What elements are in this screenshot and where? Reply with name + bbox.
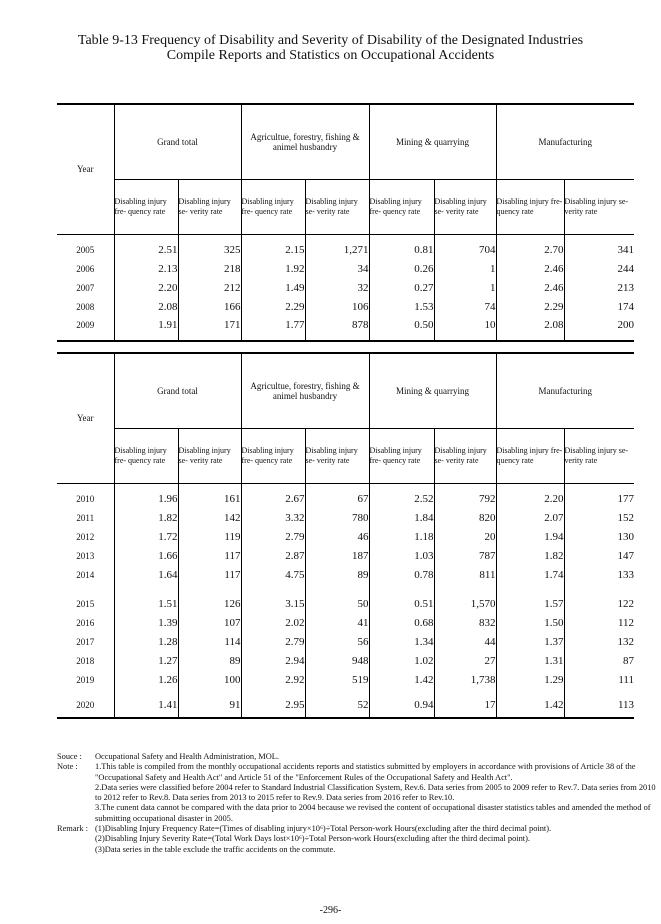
year-cell: 2014 [76, 569, 95, 580]
value-cell: 1.84 [369, 508, 434, 527]
value-cell: 1.92 [241, 259, 305, 278]
value-cell: 89 [305, 565, 369, 584]
year-cell: 2018 [76, 655, 95, 666]
value-cell: 0.68 [369, 613, 434, 632]
year-cell: 2020 [76, 700, 95, 710]
remark-2: (2)Disabling Injury Severity Rate=(Total Work Days lost×10⁶)÷Total Person-work Hours(excluding after the third decimal point). [95, 834, 531, 844]
sub-header-sev: Disabling injury se- verity rate [305, 428, 369, 483]
value-cell: 87 [564, 651, 634, 670]
sub-header-freq: Disabling injury fre- quency rate [369, 179, 434, 234]
value-cell: 1.94 [496, 527, 564, 546]
value-cell: 1.96 [114, 483, 178, 508]
value-cell: 41 [305, 613, 369, 632]
value-cell: 1,738 [434, 670, 496, 689]
table-header [57, 353, 634, 483]
value-cell: 2.79 [241, 632, 305, 651]
year-cell: 2013 [76, 550, 95, 561]
value-cell: 20 [434, 527, 496, 546]
value-cell: 1,271 [305, 234, 369, 259]
value-cell: 74 [434, 297, 496, 316]
table-body [57, 234, 634, 341]
group-header-agriculture: Agricultue, forestry, fishing & animel husbandry [241, 104, 369, 179]
value-cell: 4.75 [241, 565, 305, 584]
value-cell: 948 [305, 651, 369, 670]
value-cell: 1.77 [241, 316, 305, 341]
value-cell: 0.51 [369, 584, 434, 613]
sub-header-sev: Disabling injury se- verity rate [564, 179, 634, 234]
value-cell: 0.94 [369, 689, 434, 718]
value-cell: 1.28 [114, 632, 178, 651]
table-row [57, 483, 634, 508]
sub-header-freq: Disabling injury fre- quency rate [114, 179, 178, 234]
year-cell: 2016 [76, 617, 95, 628]
group-header-agriculture: Agricultue, forestry, fishing & animel husbandry [241, 353, 369, 428]
value-cell: 244 [564, 259, 634, 278]
value-cell: 2.46 [496, 278, 564, 297]
value-cell: 0.78 [369, 565, 434, 584]
table-row [57, 670, 634, 689]
value-cell: 2.29 [241, 297, 305, 316]
value-cell: 811 [434, 565, 496, 584]
page-number: -296- [319, 905, 342, 916]
value-cell: 2.94 [241, 651, 305, 670]
source-label: Souce : [57, 752, 82, 761]
table-row [57, 316, 634, 341]
table-header [57, 104, 634, 234]
note-3: 3.The cunent data cannot be compared with the data prior to 2004 because we revised the content of occupational disaster statistics tables and amended the method of submitting occupational disaster in 2005. [95, 803, 651, 823]
notes-section [57, 752, 657, 855]
value-cell: 0.50 [369, 316, 434, 341]
value-cell: 187 [305, 546, 369, 565]
table-row [57, 508, 634, 527]
group-header-mining: Mining & quarrying [369, 353, 496, 428]
value-cell: 89 [178, 651, 241, 670]
sub-header-sev: Disabling injury se- verity rate [434, 179, 496, 234]
value-cell: 1.49 [241, 278, 305, 297]
group-header-mining: Mining & quarrying [369, 104, 496, 179]
value-cell: 2.70 [496, 234, 564, 259]
value-cell: 1.82 [114, 508, 178, 527]
value-cell: 1.34 [369, 632, 434, 651]
year-cell: 2006 [76, 263, 95, 274]
value-cell: 2.13 [114, 259, 178, 278]
value-cell: 1.42 [369, 670, 434, 689]
table-row [57, 297, 634, 316]
value-cell: 113 [564, 689, 634, 718]
value-cell: 1.26 [114, 670, 178, 689]
title-line-2: Compile Reports and Statistics on Occupational Accidents [166, 48, 495, 63]
value-cell: 117 [178, 565, 241, 584]
value-cell: 1.39 [114, 613, 178, 632]
value-cell: 1.50 [496, 613, 564, 632]
value-cell: 2.15 [241, 234, 305, 259]
value-cell: 519 [305, 670, 369, 689]
value-cell: 142 [178, 508, 241, 527]
table-row [57, 259, 634, 278]
remark-label: Remark : [57, 824, 88, 834]
year-cell: 2015 [76, 598, 95, 609]
sub-header-freq: Disabling injury fre- quency rate [241, 428, 305, 483]
remark-1: (1)Disabling Injury Frequency Rate=(Times of disabling injury×10⁶)÷Total Person-work Hours(excluding after the third decimal point). [95, 824, 552, 834]
table-row [57, 584, 634, 613]
sub-header-freq: Disabling injury fre- quency rate [369, 428, 434, 483]
value-cell: 34 [305, 259, 369, 278]
sub-header-sev: Disabling injury se- verity rate [305, 179, 369, 234]
year-cell: 2019 [76, 674, 95, 685]
value-cell: 32 [305, 278, 369, 297]
value-cell: 212 [178, 278, 241, 297]
value-cell: 1.29 [496, 670, 564, 689]
value-cell: 106 [305, 297, 369, 316]
value-cell: 1 [434, 278, 496, 297]
value-cell: 111 [564, 670, 634, 689]
value-cell: 1.53 [369, 297, 434, 316]
value-cell: 107 [178, 613, 241, 632]
value-cell: 325 [178, 234, 241, 259]
value-cell: 177 [564, 483, 634, 508]
value-cell: 52 [305, 689, 369, 718]
value-cell: 126 [178, 584, 241, 613]
table-row [57, 565, 634, 584]
value-cell: 1.57 [496, 584, 564, 613]
value-cell: 1.66 [114, 546, 178, 565]
sub-header-freq: Disabling injury fre- quency rate [496, 179, 564, 234]
value-cell: 2.02 [241, 613, 305, 632]
value-cell: 27 [434, 651, 496, 670]
year-cell: 2017 [76, 636, 95, 647]
value-cell: 2.87 [241, 546, 305, 565]
value-cell: 1.03 [369, 546, 434, 565]
value-cell: 832 [434, 613, 496, 632]
table-row [57, 278, 634, 297]
value-cell: 1.18 [369, 527, 434, 546]
value-cell: 3.32 [241, 508, 305, 527]
value-cell: 341 [564, 234, 634, 259]
value-cell: 2.67 [241, 483, 305, 508]
value-cell: 2.08 [114, 297, 178, 316]
value-cell: 1.31 [496, 651, 564, 670]
value-cell: 2.29 [496, 297, 564, 316]
source-text: Occupational Safety and Health Administration, MOL. [95, 752, 279, 761]
table-row [57, 613, 634, 632]
value-cell: 130 [564, 527, 634, 546]
value-cell: 1.64 [114, 565, 178, 584]
statistics-table-2005-2009 [57, 103, 634, 342]
value-cell: 2.20 [496, 483, 564, 508]
value-cell: 1.41 [114, 689, 178, 718]
table-row [57, 689, 634, 718]
group-header-grand-total: Grand total [114, 104, 241, 179]
value-cell: 174 [564, 297, 634, 316]
value-cell: 2.20 [114, 278, 178, 297]
value-cell: 218 [178, 259, 241, 278]
table-row [57, 527, 634, 546]
value-cell: 2.95 [241, 689, 305, 718]
group-header-grand-total: Grand total [114, 353, 241, 428]
value-cell: 1.42 [496, 689, 564, 718]
value-cell: 704 [434, 234, 496, 259]
value-cell: 117 [178, 546, 241, 565]
table-row [57, 651, 634, 670]
value-cell: 119 [178, 527, 241, 546]
value-cell: 112 [564, 613, 634, 632]
sub-header-sev: Disabling injury se- verity rate [564, 428, 634, 483]
value-cell: 91 [178, 689, 241, 718]
value-cell: 166 [178, 297, 241, 316]
value-cell: 0.27 [369, 278, 434, 297]
value-cell: 1.37 [496, 632, 564, 651]
year-cell: 2008 [76, 301, 95, 312]
year-cell: 2012 [76, 531, 95, 542]
value-cell: 1.51 [114, 584, 178, 613]
value-cell: 50 [305, 584, 369, 613]
value-cell: 787 [434, 546, 496, 565]
sub-header-freq: Disabling injury fre- quency rate [241, 179, 305, 234]
value-cell: 2.79 [241, 527, 305, 546]
value-cell: 171 [178, 316, 241, 341]
year-cell: 2009 [76, 320, 95, 330]
value-cell: 10 [434, 316, 496, 341]
note-label: Note : [57, 762, 78, 772]
value-cell: 1.02 [369, 651, 434, 670]
value-cell: 1,570 [434, 584, 496, 613]
value-cell: 56 [305, 632, 369, 651]
value-cell: 46 [305, 527, 369, 546]
group-header-manufacturing: Manufacturing [496, 104, 634, 179]
sub-header-sev: Disabling injury se- verity rate [178, 428, 241, 483]
note-1: 1.This table is compiled from the monthly occupational accidents reports and statistics submitted by employers in accordance with provisions of Article 38 of the "Occupational Safety and Health Act" and Article 51 of the "Enforcement Rules of the Occupational Safety and Health Act". [95, 762, 636, 782]
table-body [57, 483, 634, 718]
value-cell: 133 [564, 565, 634, 584]
value-cell: 2.46 [496, 259, 564, 278]
value-cell: 213 [564, 278, 634, 297]
value-cell: 161 [178, 483, 241, 508]
value-cell: 67 [305, 483, 369, 508]
year-header: Year [57, 353, 114, 483]
value-cell: 2.07 [496, 508, 564, 527]
table-title [0, 33, 661, 63]
value-cell: 1.82 [496, 546, 564, 565]
sub-header-sev: Disabling injury se- verity rate [434, 428, 496, 483]
year-cell: 2010 [76, 493, 95, 504]
value-cell: 2.92 [241, 670, 305, 689]
value-cell: 122 [564, 584, 634, 613]
value-cell: 0.81 [369, 234, 434, 259]
value-cell: 1.91 [114, 316, 178, 341]
year-cell: 2007 [76, 282, 95, 293]
year-cell: 2005 [76, 244, 95, 255]
value-cell: 200 [564, 316, 634, 341]
value-cell: 3.15 [241, 584, 305, 613]
sub-header-sev: Disabling injury se- verity rate [178, 179, 241, 234]
group-header-manufacturing: Manufacturing [496, 353, 634, 428]
sub-header-freq: Disabling injury fre- quency rate [496, 428, 564, 483]
year-header: Year [57, 104, 114, 234]
value-cell: 1.72 [114, 527, 178, 546]
value-cell: 147 [564, 546, 634, 565]
value-cell: 1.74 [496, 565, 564, 584]
value-cell: 44 [434, 632, 496, 651]
table-row [57, 632, 634, 651]
value-cell: 132 [564, 632, 634, 651]
value-cell: 1 [434, 259, 496, 278]
table-row [57, 546, 634, 565]
sub-header-freq: Disabling injury fre- quency rate [114, 428, 178, 483]
value-cell: 820 [434, 508, 496, 527]
value-cell: 114 [178, 632, 241, 651]
value-cell: 2.52 [369, 483, 434, 508]
remark-3: (3)Data series in the table exclude the traffic accidents on the commute. [95, 844, 336, 854]
value-cell: 878 [305, 316, 369, 341]
value-cell: 0.26 [369, 259, 434, 278]
value-cell: 17 [434, 689, 496, 718]
value-cell: 1.27 [114, 651, 178, 670]
value-cell: 2.08 [496, 316, 564, 341]
statistics-table-2010-2020 [57, 352, 634, 719]
value-cell: 2.51 [114, 234, 178, 259]
value-cell: 780 [305, 508, 369, 527]
note-2: 2.Data series were classified before 2004 refer to Standard Industrial Classification System, Rev.6. Data series from 2005 to 2009 refer to Rev.7. Data series from 2010 to 2012 refer to Rev.8. Data series from 2013 to 2015 refer to Rev.9. Data series from 2016 refer to Rev.10. [95, 782, 656, 803]
year-cell: 2011 [76, 512, 95, 523]
title-line-1: Table 9-13 Frequency of Disability and Severity of Disability of the Designated Industries [77, 33, 584, 48]
table-row [57, 234, 634, 259]
value-cell: 792 [434, 483, 496, 508]
value-cell: 100 [178, 670, 241, 689]
value-cell: 152 [564, 508, 634, 527]
